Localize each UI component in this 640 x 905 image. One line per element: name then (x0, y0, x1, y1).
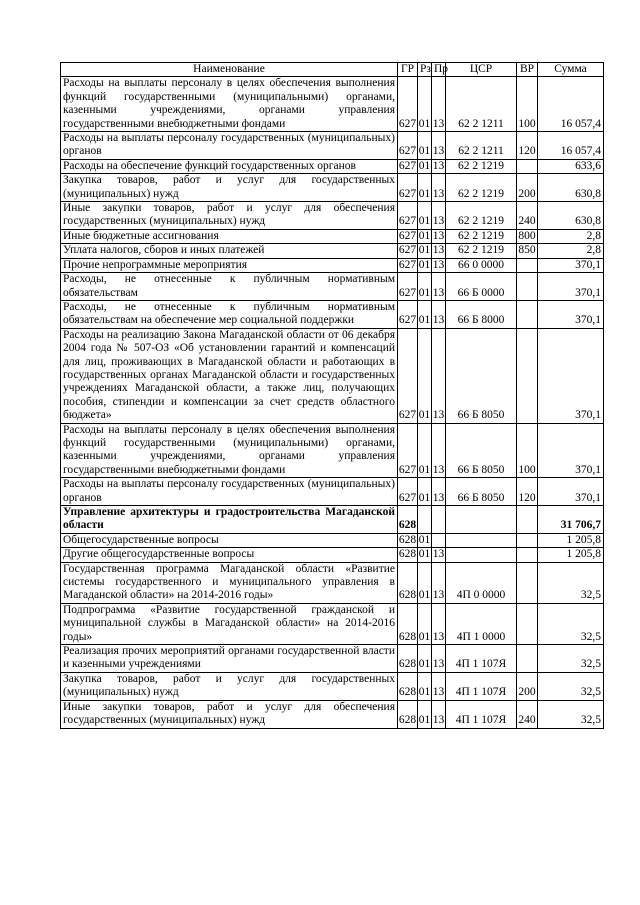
row-rz: 01 (418, 132, 432, 160)
row-pr: 13 (432, 423, 446, 478)
row-name: Расходы на выплаты персоналу государственных (муниципальных) органов (61, 132, 398, 160)
table-row (61, 328, 604, 423)
header-csr: ЦСР (446, 63, 517, 77)
row-pr: 13 (432, 202, 446, 230)
table-row (61, 562, 604, 603)
row-csr: 66 Б 0000 (446, 273, 517, 301)
row-sum: 630,8 (538, 174, 604, 202)
row-vr: 120 (517, 478, 538, 506)
row-name: Прочие непрограммные мероприятия (61, 258, 398, 272)
row-vr (517, 300, 538, 328)
row-vr (517, 645, 538, 673)
row-vr: 100 (517, 77, 538, 132)
row-vr: 200 (517, 672, 538, 700)
row-rz: 01 (418, 478, 432, 506)
row-pr: 13 (432, 77, 446, 132)
row-rz: 01 (418, 645, 432, 673)
header-name: Наименование (61, 63, 398, 77)
row-rz: 01 (418, 174, 432, 202)
row-rz: 01 (418, 603, 432, 644)
row-pr: 13 (432, 603, 446, 644)
row-gr: 628 (398, 672, 418, 700)
row-sum: 370,1 (538, 258, 604, 272)
row-csr: 4П 1 0000 (446, 603, 517, 644)
row-gr: 627 (398, 300, 418, 328)
row-pr: 13 (432, 229, 445, 242)
row-gr: 628 (398, 506, 418, 534)
row-gr: 627 (398, 244, 417, 257)
table-row (61, 132, 604, 160)
table-row (61, 202, 604, 230)
table-row (61, 533, 604, 547)
header-rz: Рз (418, 63, 432, 77)
row-gr: 627 (398, 258, 417, 271)
row-rz: 01 (418, 202, 432, 230)
row-sum: 2,8 (538, 244, 604, 258)
row-vr: 240 (517, 700, 538, 728)
row-vr (517, 533, 538, 547)
row-sum: 32,5 (538, 603, 604, 644)
row-pr: 13 (432, 478, 446, 506)
row-name: Иные закупки товаров, работ и услуг для обеспечения государственных (муниципальных) нужд (61, 700, 398, 728)
row-gr: 627 (398, 273, 418, 301)
row-csr: 66 Б 8050 (446, 423, 517, 478)
row-rz: 01 (418, 562, 432, 603)
row-csr: 66 0 0000 (446, 258, 517, 272)
table-row (61, 506, 604, 534)
row-pr: 13 (432, 328, 446, 423)
table-row (61, 258, 604, 272)
row-csr: 4П 0 0000 (446, 562, 517, 603)
row-name: Подпрограмма «Развитие государственной гражданской и муниципальной службы в Магаданской области» на 2014-2016 годы» (61, 603, 398, 644)
row-pr (432, 533, 446, 547)
row-vr (517, 562, 538, 603)
row-rz (418, 506, 432, 534)
row-name: Общегосударственные вопросы (61, 533, 398, 547)
row-name: Иные бюджетные ассигнования (61, 229, 398, 243)
budget-table-page (60, 62, 603, 729)
header-sum: Сумма (538, 63, 604, 77)
header-vr: ВР (517, 63, 538, 77)
row-pr: 13 (432, 159, 445, 172)
row-vr (517, 258, 538, 272)
table-row (61, 603, 604, 644)
table-row (61, 159, 604, 173)
row-sum: 32,5 (538, 700, 604, 728)
row-name: Расходы на выплаты персоналу государственных (муниципальных) органов (61, 478, 398, 506)
row-csr: 62 2 1219 (446, 202, 517, 230)
row-name: Расходы, не отнесенные к публичным нормативным обязательствам на обеспечение мер социальной поддержки (61, 300, 398, 328)
row-sum: 16 057,4 (538, 132, 604, 160)
row-gr: 628 (398, 533, 417, 546)
row-vr (517, 159, 538, 173)
table-row (61, 423, 604, 478)
row-rz: 01 (418, 229, 431, 242)
table-row (61, 77, 604, 132)
row-name: Реализация прочих мероприятий органами государственной власти и казенными учреждениями (61, 645, 398, 673)
row-vr: 100 (517, 423, 538, 478)
header-gr: ГР (398, 63, 418, 77)
row-name: Расходы, не отнесенные к публичным нормативным обязательствам (61, 273, 398, 301)
row-pr: 13 (432, 562, 446, 603)
table-row (61, 300, 604, 328)
row-sum: 1 205,8 (538, 533, 604, 547)
row-name: Закупка товаров, работ и услуг для государственных (муниципальных) нужд (61, 174, 398, 202)
row-gr: 627 (398, 229, 417, 242)
row-sum: 370,1 (538, 300, 604, 328)
row-csr: 62 2 1211 (446, 132, 517, 160)
table-row (61, 645, 604, 673)
row-pr: 13 (432, 244, 445, 257)
row-sum: 630,8 (538, 202, 604, 230)
row-rz: 01 (418, 533, 431, 546)
row-name: Закупка товаров, работ и услуг для государственных (муниципальных) нужд (61, 672, 398, 700)
row-rz: 01 (418, 159, 431, 172)
table-row (61, 478, 604, 506)
row-sum: 370,1 (538, 328, 604, 423)
row-pr: 13 (432, 258, 445, 271)
table-row (61, 273, 604, 301)
row-csr: 62 2 1219 (446, 244, 517, 258)
row-name: Уплата налогов, сборов и иных платежей (61, 244, 398, 258)
row-csr: 66 Б 8050 (446, 478, 517, 506)
row-csr (446, 548, 517, 562)
table-row (61, 548, 604, 562)
row-gr: 628 (398, 700, 418, 728)
table-row (61, 244, 604, 258)
row-vr: 120 (517, 132, 538, 160)
row-sum: 633,6 (538, 159, 604, 173)
row-pr: 13 (432, 548, 445, 561)
row-name: Расходы на выплаты персоналу в целях обеспечения выполнения функций государственными (муниципальными) органами, казенными учреждениями, органами управления государственными внебюджетными фондами (61, 77, 398, 132)
budget-table (60, 62, 604, 729)
row-name: Управление архитектуры и градостроительства Магаданской области (61, 506, 398, 534)
row-gr: 627 (398, 159, 417, 172)
row-sum: 370,1 (538, 273, 604, 301)
row-gr: 628 (398, 562, 418, 603)
table-row (61, 672, 604, 700)
table-row (61, 174, 604, 202)
row-pr: 13 (432, 672, 446, 700)
row-gr: 628 (398, 645, 418, 673)
row-rz: 01 (418, 77, 432, 132)
row-rz: 01 (418, 328, 432, 423)
row-gr: 627 (398, 202, 418, 230)
row-csr: 62 2 1219 (446, 174, 517, 202)
row-sum: 32,5 (538, 645, 604, 673)
row-vr (517, 506, 538, 534)
row-gr: 628 (398, 603, 418, 644)
row-vr: 240 (517, 202, 538, 230)
row-sum: 2,8 (538, 229, 604, 243)
row-rz: 01 (418, 700, 432, 728)
table-body (61, 77, 604, 728)
row-gr: 627 (398, 174, 418, 202)
row-pr: 13 (432, 300, 446, 328)
row-rz: 01 (418, 672, 432, 700)
row-rz: 01 (418, 258, 431, 271)
table-header-row (61, 63, 604, 77)
row-sum: 32,5 (538, 562, 604, 603)
row-name: Расходы на реализацию Закона Магаданской области от 06 декабря 2004 года № 507-ОЗ «Об установлении гарантий и компенсаций для лиц, проживающих в Магаданской области и работающих в государственных органах Магаданской области и государственных учреждениях Магаданской области, а также лиц, получающих пособия, стипендии и компенсации за счет средств областного бюджета» (61, 328, 398, 423)
row-gr: 628 (398, 548, 417, 561)
row-rz: 01 (418, 423, 432, 478)
row-rz: 01 (418, 300, 432, 328)
row-rz: 01 (418, 244, 431, 257)
row-csr (446, 533, 517, 547)
row-pr: 13 (432, 132, 446, 160)
row-csr (446, 506, 517, 534)
row-sum: 32,5 (538, 672, 604, 700)
row-gr: 627 (398, 478, 418, 506)
row-csr: 62 2 1219 (446, 229, 517, 243)
row-sum: 370,1 (538, 478, 604, 506)
row-csr: 66 Б 8050 (446, 328, 517, 423)
row-name: Расходы на выплаты персоналу в целях обеспечения выполнения функций государственными (муниципальными) органами, казенными учреждениями, органами управления государственными внебюджетными фондами (61, 423, 398, 478)
row-gr: 627 (398, 77, 418, 132)
row-name: Расходы на обеспечение функций государственных органов (61, 159, 398, 173)
row-name: Государственная программа Магаданской области «Развитие системы государственного и муниципального управления в Магаданской области» на 2014-2016 годы» (61, 562, 398, 603)
row-vr: 200 (517, 174, 538, 202)
row-rz: 01 (418, 548, 431, 561)
header-pr: Пр (432, 63, 446, 77)
row-csr: 4П 1 107Я (446, 672, 517, 700)
row-vr: 850 (518, 244, 536, 257)
row-pr: 13 (432, 700, 446, 728)
table-row (61, 229, 604, 243)
row-vr (517, 273, 538, 301)
row-sum: 16 057,4 (538, 77, 604, 132)
row-vr (517, 603, 538, 644)
row-sum: 1 205,8 (538, 548, 604, 562)
table-row (61, 700, 604, 728)
row-name: Иные закупки товаров, работ и услуг для обеспечения государственных (муниципальных) нужд (61, 202, 398, 230)
row-gr: 627 (398, 423, 418, 478)
row-pr: 13 (432, 645, 446, 673)
row-pr (432, 506, 446, 534)
row-gr: 627 (398, 328, 418, 423)
row-csr: 62 2 1211 (446, 77, 517, 132)
row-sum: 31 706,7 (538, 506, 604, 534)
row-rz: 01 (418, 273, 432, 301)
row-csr: 4П 1 107Я (446, 700, 517, 728)
row-gr: 627 (398, 132, 418, 160)
row-name: Другие общегосударственные вопросы (61, 548, 398, 562)
row-vr (517, 548, 538, 562)
row-vr: 800 (518, 229, 536, 242)
row-pr: 13 (432, 273, 446, 301)
row-sum: 370,1 (538, 423, 604, 478)
row-csr: 66 Б 8000 (446, 300, 517, 328)
row-pr: 13 (432, 174, 446, 202)
row-csr: 4П 1 107Я (446, 645, 517, 673)
row-vr (517, 328, 538, 423)
row-csr: 62 2 1219 (446, 159, 517, 173)
